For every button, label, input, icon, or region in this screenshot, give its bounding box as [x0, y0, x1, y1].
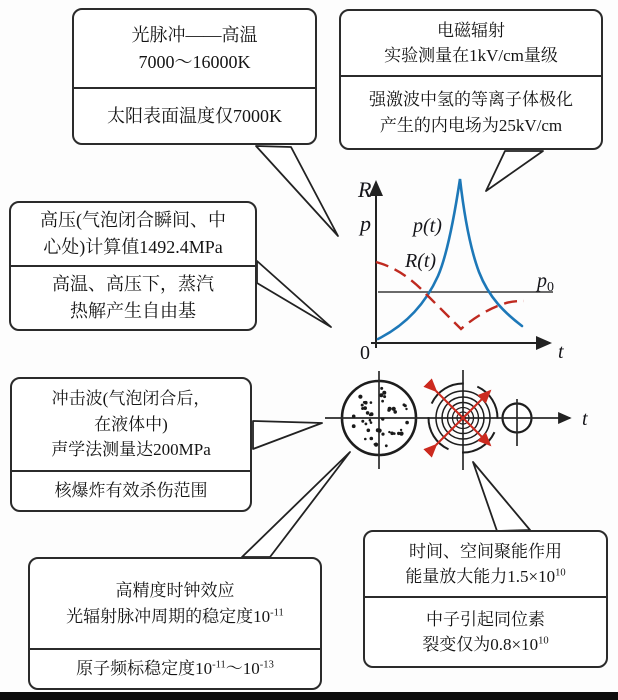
em-radiation-line2: 实验测量在1kV/cm量级: [384, 46, 558, 65]
light-pulse-line1: 光脉冲——高温: [131, 24, 258, 45]
shock-wave-line1: 冲击波(气泡闭合后，: [51, 389, 211, 409]
callout-shock-wave: [10, 377, 252, 512]
energy-focus-title: [365, 532, 606, 598]
callout-pointers: [242, 146, 543, 557]
shock-wave-note: 核爆炸有效杀伤范围: [54, 481, 208, 501]
callout-light-pulse: [72, 8, 317, 145]
light-pulse-note: 太阳表面温度仅7000K: [107, 105, 282, 126]
callout-energy-focus: [363, 530, 608, 668]
bottom-border-bar: [0, 692, 618, 700]
light-pulse-line2: 7000～16000K: [138, 51, 251, 72]
high-pressure-note2: 热解产生自由基: [70, 301, 196, 321]
bubble-timeline: [325, 370, 588, 470]
clock-line1: 高精度时钟效应: [115, 581, 235, 600]
clock-note: 原子频标稳定度$10^{-11}\sim 10^{-13}$: [76, 659, 274, 679]
high-pressure-line1: 高压(气泡闭合瞬间、中: [40, 210, 226, 230]
callout-clock: [28, 557, 322, 690]
pointer-light-pulse-to-graph: [256, 146, 338, 236]
light-pulse-title: [74, 10, 315, 89]
em-radiation-line1: 电磁辐射: [437, 20, 505, 40]
pointer-em-radiation-to-peak: [486, 151, 543, 191]
origin-label: 0: [360, 342, 370, 364]
rp-graph: [357, 177, 564, 364]
pointer-high-pressure-to-graph: [257, 261, 331, 327]
em-radiation-title: [341, 11, 601, 77]
callout-em-radiation: [339, 9, 603, 150]
energy-focus-note: [365, 598, 606, 666]
clock-line2: 光辐射脉冲周期的稳定度$10^{-11}$: [66, 606, 284, 626]
shock-wave-line2: 在液体中): [94, 414, 168, 434]
energy-focus-note2: 裂变仅为$0.8\times 10^{10}$: [422, 635, 549, 654]
y-axis-label-R: R: [358, 177, 372, 202]
radius-curve-label: R(t): [405, 250, 437, 272]
em-radiation-note: [341, 77, 601, 148]
shock-wave-title: [12, 379, 250, 472]
energy-focus-note1: 中子引起同位素: [426, 609, 545, 629]
high-pressure-title: [11, 203, 255, 267]
pressure-curve-label: p(t): [413, 215, 442, 237]
pointer-clock-to-bubble: [242, 452, 350, 557]
y-axis-label-p: p: [360, 211, 371, 236]
ambient-pressure-label: $p_0$: [537, 270, 554, 295]
energy-focus-line2: 能量放大能力$1.5\times 10^{10}$: [405, 567, 566, 586]
high-pressure-note: [11, 267, 255, 329]
pressure-curve: [378, 179, 522, 339]
high-pressure-line2: 心处)计算值1492.4MPa: [43, 237, 223, 257]
em-radiation-note2: 产生的内电场为25kV/cm: [379, 115, 563, 135]
clock-title: [30, 559, 320, 650]
shock-wave-line3: 声学法测量达200MPa: [51, 440, 211, 460]
em-radiation-note1: 强激波中氢的等离子体极化: [369, 90, 573, 109]
high-pressure-note1: 高温、高压下，蒸汽: [52, 274, 214, 294]
timeline-axis-label: t: [582, 408, 588, 430]
graph-x-axis-label: t: [558, 341, 564, 363]
callout-high-pressure: [9, 201, 257, 331]
energy-focus-line1: 时间、空间聚能作用: [409, 541, 562, 561]
pointer-shock-wave-to-bubble: [253, 421, 322, 449]
radius-curve: [376, 262, 524, 329]
pointer-energy-to-collapse: [473, 462, 530, 531]
